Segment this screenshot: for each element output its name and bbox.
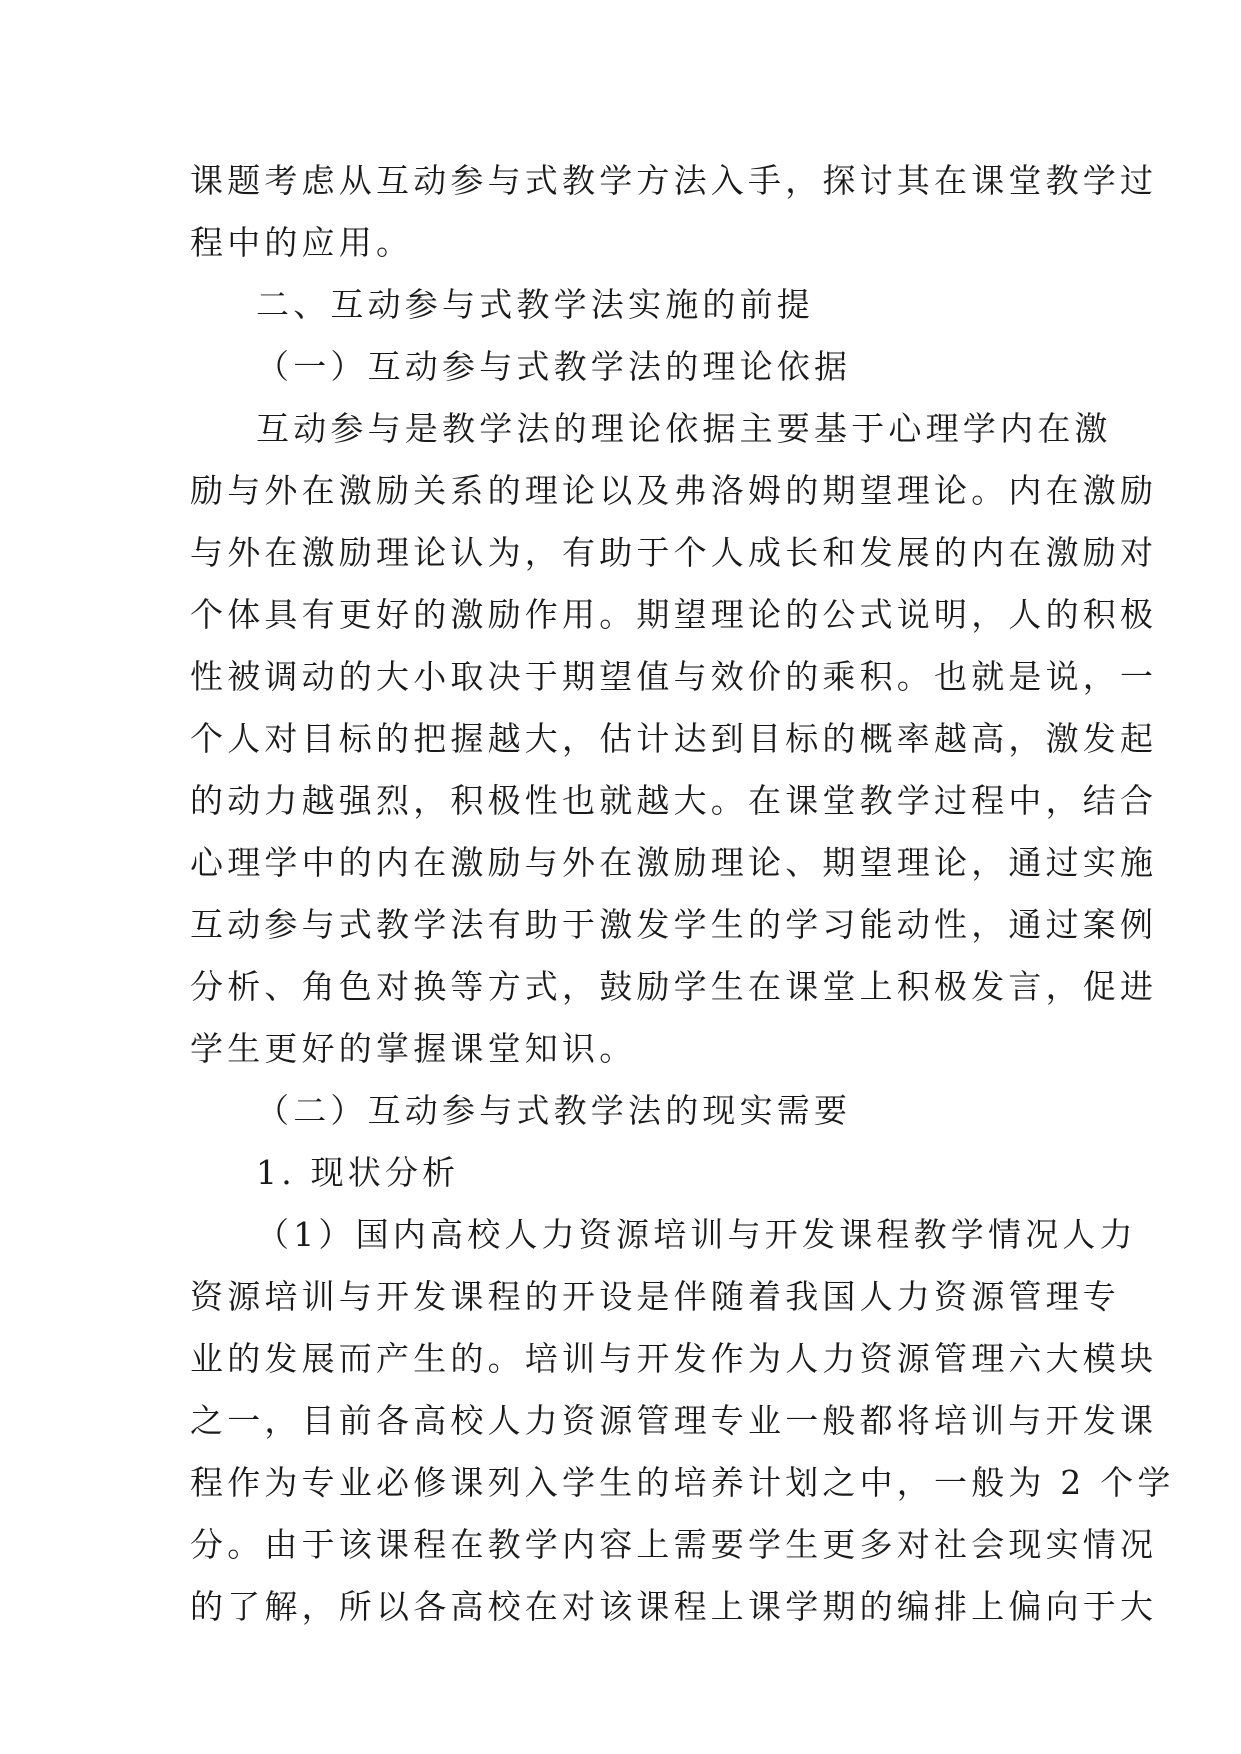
- body-text-line: 分。由于该课程在教学内容上需要学生更多对社会现实情况: [190, 1525, 1158, 1564]
- body-text-line: 与外在激励理论认为，有助于个人成长和发展的内在激励对: [190, 533, 1158, 572]
- body-text-line: 个体具有更好的激励作用。期望理论的公式说明，人的积极: [190, 595, 1158, 634]
- body-text-line: 的动力越强烈，积极性也就越大。在课堂教学过程中，结合: [190, 781, 1158, 820]
- subsection-heading: （二）互动参与式教学法的现实需要: [256, 1091, 852, 1130]
- body-text-line: 的了解，所以各高校在对该课程上课学期的编排上偏向于大: [190, 1587, 1158, 1626]
- body-text-line: 学生更好的掌握课堂知识。: [190, 1029, 637, 1068]
- body-text-line: 励与外在激励关系的理论以及弗洛姆的期望理论。内在激励: [190, 471, 1158, 510]
- section-heading: 二、互动参与式教学法实施的前提: [256, 285, 814, 324]
- body-text-line: 性被调动的大小取决于期望值与效价的乘积。也就是说，一: [190, 657, 1158, 696]
- numbered-heading: 1. 现状分析: [256, 1153, 460, 1192]
- body-text-line: 之一，目前各高校人力资源管理专业一般都将培训与开发课: [190, 1401, 1158, 1440]
- body-text-line: 心理学中的内在激励与外在激励理论、期望理论，通过实施: [190, 843, 1158, 882]
- body-text-line: 资源培训与开发课程的开设是伴随着我国人力资源管理专: [190, 1277, 1120, 1316]
- body-text-line: 业的发展而产生的。培训与开发作为人力资源管理六大模块: [190, 1339, 1158, 1378]
- document-body: [190, 150, 1175, 1638]
- body-text-line: 程作为专业必修课列入学生的培养计划之中，一般为 2 个学: [190, 1463, 1175, 1502]
- body-text-line: 个人对目标的把握越大，估计达到目标的概率越高，激发起: [190, 719, 1158, 758]
- paragraph-first-line: 互动参与是教学法的理论依据主要基于心理学内在激: [256, 409, 1112, 448]
- body-text-line: 互动参与式教学法有助于激发学生的学习能动性，通过案例: [190, 905, 1158, 944]
- paragraph-first-line: （1）国内高校人力资源培训与开发课程教学情况人力: [256, 1215, 1137, 1254]
- body-text-line: 程中的应用。: [190, 223, 414, 262]
- subsection-heading: （一）互动参与式教学法的理论依据: [256, 347, 852, 386]
- body-text-line: 分析、角色对换等方式，鼓励学生在课堂上积极发言，促进: [190, 967, 1158, 1006]
- body-text-line: 课题考虑从互动参与式教学方法入手，探讨其在课堂教学过: [190, 161, 1158, 200]
